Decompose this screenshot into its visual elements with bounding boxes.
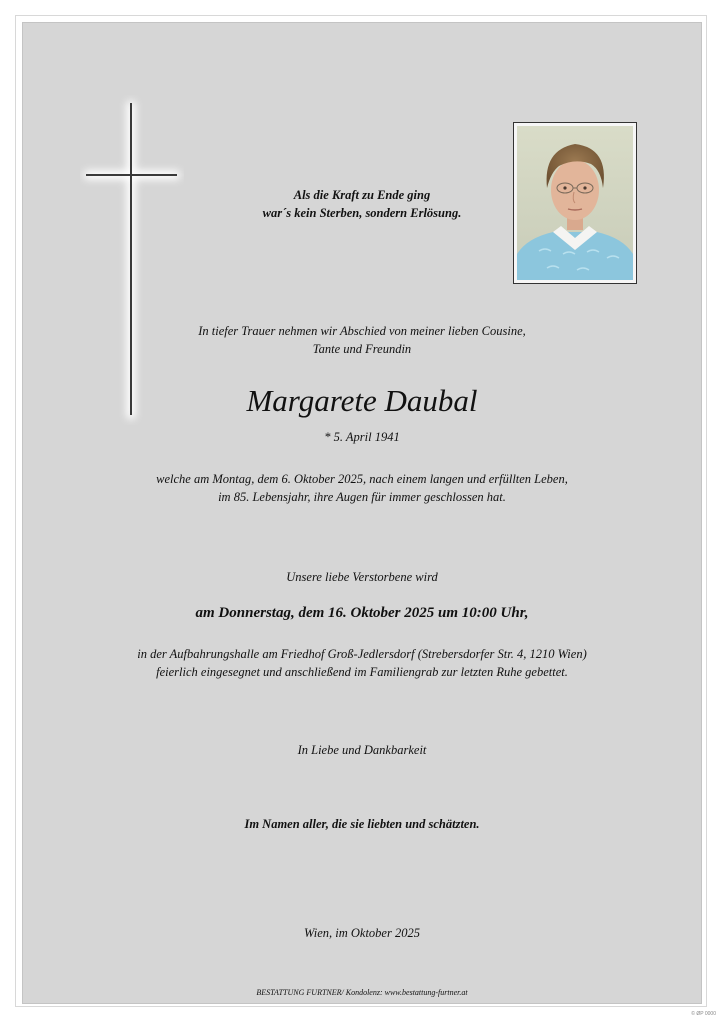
- intro-line-1: In tiefer Trauer nehmen wir Abschied von meiner lieben Cousine,: [198, 324, 526, 338]
- funeral-line-1: in der Aufbahrungshalle am Friedhof Groß-Jedlersdorf (Strebersdorfer Str. 4, 1210 Wien): [137, 647, 587, 661]
- birth-date: * 5. April 1941: [324, 430, 400, 444]
- funeral-date: am Donnerstag, dem 16. Oktober 2025 um 10:00 Uhr,: [195, 605, 529, 621]
- death-notice-line-2: im 85. Lebensjahr, ihre Augen für immer geschlossen hat.: [218, 490, 506, 504]
- intro-line-2: Tante und Freundin: [312, 342, 412, 356]
- footer-undertaker: BESTATTUNG FURTNER/ Kondolenz: www.bestattung-furtner.at: [256, 988, 468, 997]
- closing-love: In Liebe und Dankbarkeit: [297, 743, 427, 757]
- motto-line-2: war´s kein Sterben, sondern Erlösung.: [262, 206, 462, 220]
- death-notice-line-1: welche am Montag, dem 6. Oktober 2025, nach einem langen und erfüllten Leben,: [156, 472, 568, 486]
- deceased-name: Margarete Daubal: [246, 383, 478, 418]
- funeral-intro: Unsere liebe Verstorbene wird: [286, 570, 438, 584]
- closing-signature: Im Namen aller, die sie liebten und schätzten.: [244, 817, 480, 831]
- motto-line-1: Als die Kraft zu Ende ging: [293, 188, 431, 202]
- funeral-line-2: feierlich eingesegnet und anschließend im Familiengrab zur letzten Ruhe gebettet.: [156, 665, 568, 679]
- place-date: Wien, im Oktober 2025: [304, 926, 420, 940]
- cross-icon: [80, 95, 184, 425]
- footer-code: © ØP 0000: [691, 1011, 716, 1017]
